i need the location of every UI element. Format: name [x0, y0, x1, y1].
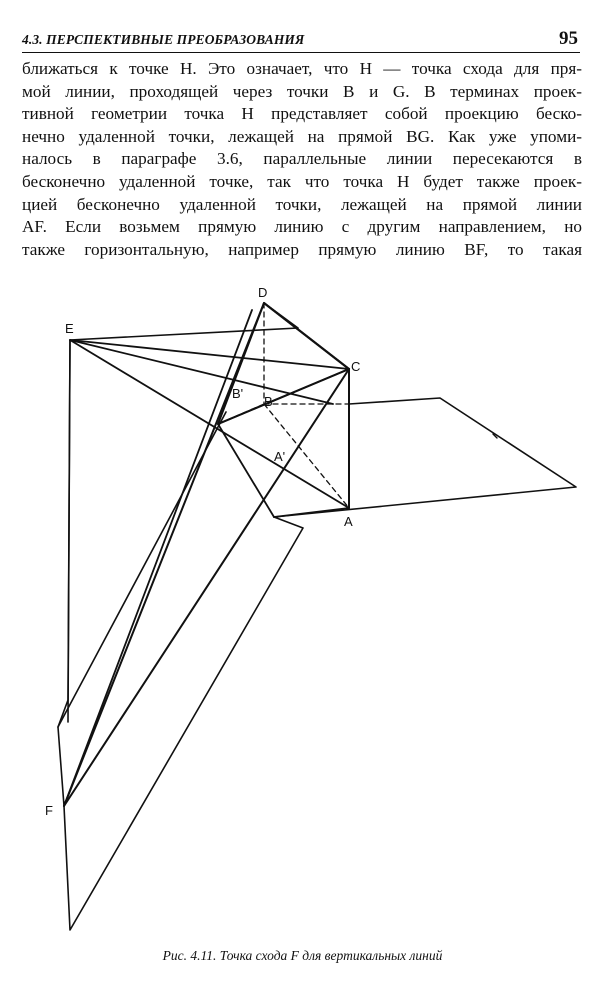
label-F: F [45, 803, 53, 818]
text-line: тивной геометрии точка H представляет собой проекцию беско- [22, 104, 582, 124]
running-head [22, 30, 580, 53]
text-line: AF. Если возьмем прямую линию с другим направлением, но [22, 217, 582, 237]
text-line: нечно удаленной точки, лежащей на прямой BG. Как уже упоми- [22, 126, 582, 146]
label-B: B [264, 394, 273, 409]
hidden-edges [218, 303, 349, 508]
ray-F-D [64, 303, 264, 806]
cube-top-face [218, 303, 349, 424]
body-paragraph [22, 58, 582, 261]
figure-4-11 [0, 270, 605, 950]
ray-E-B [70, 340, 333, 404]
ray-F-mid [58, 412, 226, 727]
text-line: цией бесконечно удаленной точки, лежащей на прямой линии [22, 194, 582, 214]
label-D: D [258, 285, 268, 300]
edge-left-A [218, 424, 274, 517]
label-E: E [65, 321, 74, 336]
label-C: C [351, 359, 361, 374]
text-line: мой линии, проходящей через точки B и G. В терминах проек- [22, 81, 582, 101]
ray-F-C [64, 369, 349, 806]
text-line: также горизонтальную, например прямую линию BF, то такая [22, 239, 582, 259]
text-line: налось в параграфе 3.6, параллельные линии пересекаются в [22, 149, 582, 169]
edge-D-C [264, 303, 349, 369]
edge-bottom-A [274, 508, 349, 517]
ray-F-D2 [64, 310, 252, 806]
perspective-diagram [0, 270, 605, 950]
edge-E-bottom [68, 340, 70, 722]
label-A-prime: A' [274, 449, 286, 464]
text-line: ближаться к точке H. Это означает, что H — точка схода для пря- [22, 59, 582, 78]
label-A: A [344, 514, 353, 529]
label-B-prime: B' [232, 386, 244, 401]
figure-caption: Рис. 4.11. Точка схода F для вертикальных линий [162, 948, 443, 963]
text-line: бесконечно удаленной точке, так что точка H будет также проек- [22, 171, 582, 191]
section-title: 4.3. ПЕРСПЕКТИВНЫЕ ПРЕОБРАЗОВАНИЯ [22, 32, 305, 47]
page-number: 95 [559, 28, 578, 49]
